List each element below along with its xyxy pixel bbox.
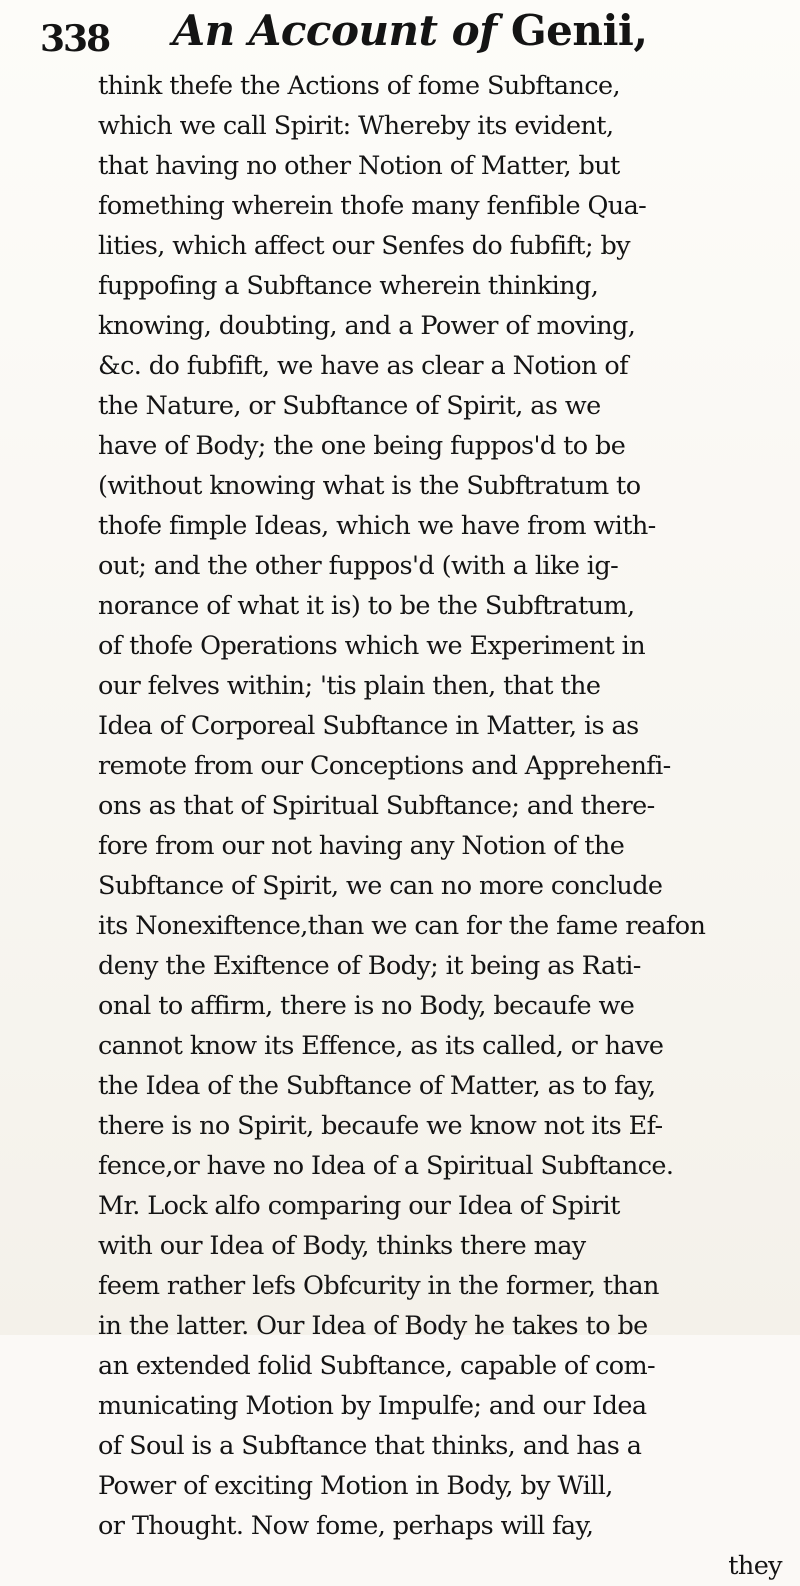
text-line: the Nature, or Subftance of Spirit, as we [98,391,601,421]
text-line: the Idea of the Subftance of Matter, as to fay, [98,1071,656,1101]
text-line: with our Idea of Body, thinks there may [98,1231,586,1261]
text-line: feem rather lefs Obfcurity in the former, than [98,1271,659,1301]
text-line: knowing, doubting, and a Power of moving, [98,311,636,341]
text-line: norance of what it is) to be the Subftratum, [98,591,635,621]
text-line: cannot know its Effence, as its called, or have [98,1031,664,1061]
text-line: have of Body; the one being fuppos'd to be [98,431,626,461]
text-line: Subftance of Spirit, we can no more conclude [98,871,663,901]
text-line: there is no Spirit, becaufe we know not its Ef- [98,1111,663,1141]
text-line: in the latter. Our Idea of Body he takes to be [98,1311,648,1341]
text-line: its Nonexiftence,than we can for the fame reafon [98,911,706,941]
running-title-roman: Genii, [510,6,648,55]
text-line: our felves within; 'tis plain then, that the [98,671,601,701]
text-line: fence,or have no Idea of a Spiritual Subftance. [98,1151,674,1181]
running-title [40,6,780,55]
text-line: Idea of Corporeal Subftance in Matter, is as [98,711,639,741]
text-line: thofe fimple Ideas, which we have from with- [98,511,656,541]
text-line: out; and the other fuppos'd (with a like ig- [98,551,619,581]
text-line: or Thought. Now fome, perhaps will fay, [98,1511,594,1541]
body-text [98,66,790,1586]
text-line: onal to affirm, there is no Body, becaufe we [98,991,635,1021]
text-line: municating Motion by Impulfe; and our Idea [98,1391,647,1421]
text-line: deny the Exiftence of Body; it being as Rati- [98,951,641,981]
running-title-italic: An Account of [172,6,497,55]
text-line: lities, which affect our Senfes do fubfift; by [98,231,630,261]
text-line: (without knowing what is the Subftratum to [98,471,641,501]
text-line: &c. do fubfift, we have as clear a Notion of [98,351,628,381]
text-line: Power of exciting Motion in Body, by Will, [98,1471,613,1501]
text-line: fomething wherein thofe many fenfible Qua- [98,191,647,221]
text-line: which we call Spirit: Whereby its evident, [98,111,614,141]
text-line: fore from our not having any Notion of the [98,831,625,861]
text-line: think thefe the Actions of fome Subftance, [98,71,621,101]
text-line: an extended folid Subftance, capable of com- [98,1351,656,1381]
text-line: fuppofing a Subftance wherein thinking, [98,271,599,301]
text-line: that having no other Notion of Matter, but [98,151,620,181]
text-line: of Soul is a Subftance that thinks, and has a [98,1431,642,1461]
text-line: Mr. Lock alfo comparing our Idea of Spirit [98,1191,620,1221]
running-head [40,4,780,62]
text-line: of thofe Operations which we Experiment in [98,631,646,661]
catchword: they [728,1551,782,1581]
text-line: ons as that of Spiritual Subftance; and there- [98,791,655,821]
text-line: remote from our Conceptions and Apprehenfi- [98,751,671,781]
page-number: 338 [40,18,110,60]
